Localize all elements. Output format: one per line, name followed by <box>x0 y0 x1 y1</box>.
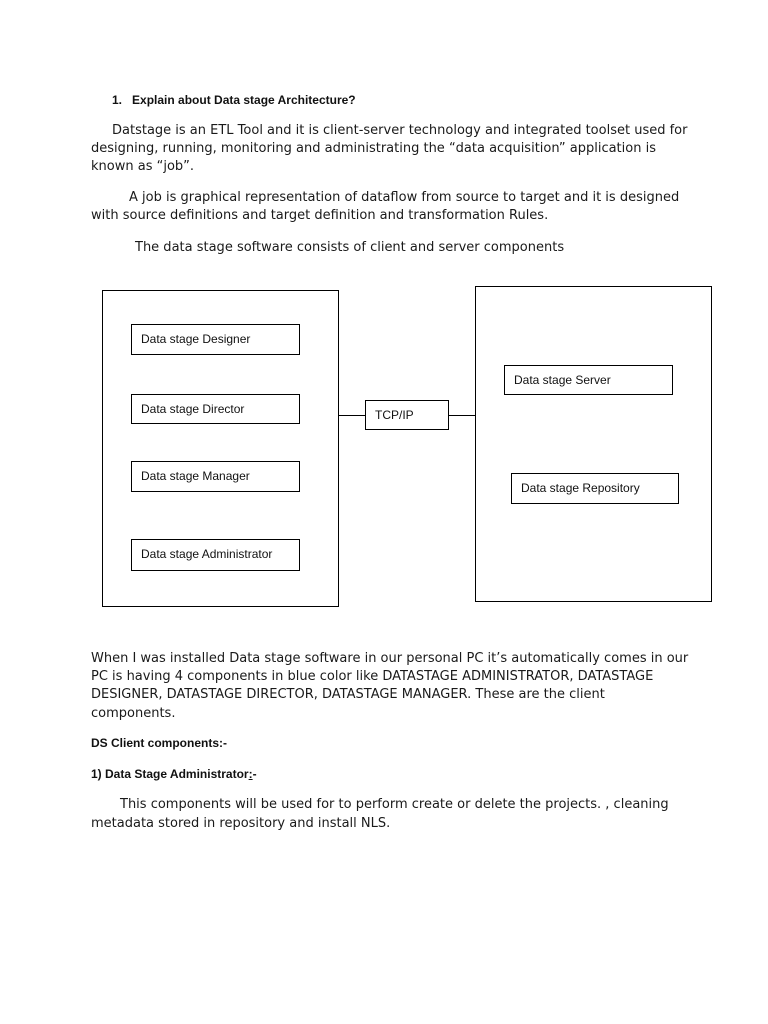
question-heading <box>112 93 356 107</box>
body-para4-line2: PC is having 4 components in blue color like DATASTAGE ADMINISTRATOR, DATASTAGE <box>91 669 654 684</box>
section-heading: DS Client components:- <box>91 736 228 750</box>
sub-heading <box>91 767 257 781</box>
intro-para1-line3: known as “job”. <box>91 159 195 174</box>
intro-para1-line2: designing, running, monitoring and administrating the “data acquisition” application is <box>91 141 656 156</box>
body-para4-line4: components. <box>91 706 176 721</box>
sub-heading-text: 1) Data Stage Administrator <box>91 767 249 781</box>
body-para4-line1: When I was installed Data stage software in our personal PC it’s automatically comes in our <box>91 651 689 666</box>
server-component-repository: Data stage Repository <box>511 473 679 504</box>
server-component-server: Data stage Server <box>504 365 673 395</box>
connector-left <box>339 415 365 416</box>
body-para5-line2: metadata stored in repository and install NLS. <box>91 816 391 831</box>
client-component-director: Data stage Director <box>131 394 300 424</box>
body-para4-line3: DESIGNER, DATASTAGE DIRECTOR, DATASTAGE MANAGER. These are the client <box>91 687 605 702</box>
intro-para3: The data stage software consists of client and server components <box>135 240 565 255</box>
client-component-manager: Data stage Manager <box>131 461 300 492</box>
question-title: Explain about Data stage Architecture? <box>132 93 356 107</box>
client-component-administrator: Data stage Administrator <box>131 539 300 571</box>
tcp-ip-box: TCP/IP <box>365 400 449 430</box>
connector-right <box>449 415 475 416</box>
client-component-designer: Data stage Designer <box>131 324 300 355</box>
intro-para2-line2: with source definitions and target definition and transformation Rules. <box>91 208 549 223</box>
sub-heading-dash: - <box>252 767 257 781</box>
server-container-box <box>475 286 712 602</box>
sub-heading-colon: : <box>248 767 253 781</box>
question-number: 1. <box>112 93 123 107</box>
intro-para2-line1: A job is graphical representation of dataflow from source to target and it is designed <box>129 190 680 205</box>
intro-para1-line1: Datstage is an ETL Tool and it is client-server technology and integrated toolset used for <box>112 123 688 138</box>
body-para5-line1: This components will be used for to perform create or delete the projects. , cleaning <box>120 797 669 812</box>
